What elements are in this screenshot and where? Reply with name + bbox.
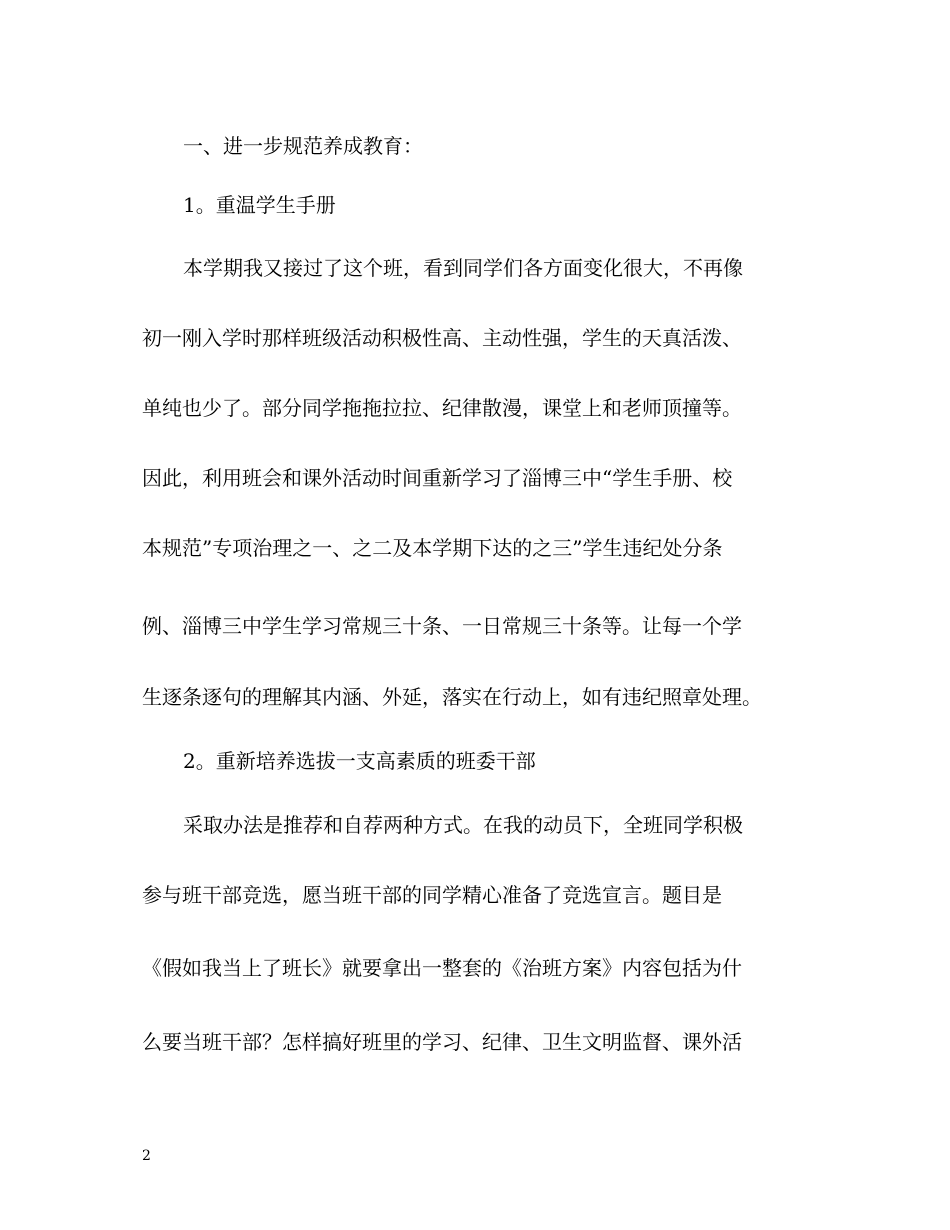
page-number: 2: [142, 1148, 151, 1164]
paragraph-line: 例、淄博三中学生学习常规三十条、一日常规三十条等。让每一个学: [142, 614, 742, 638]
section-heading: 一、进一步规范养成教育：: [183, 134, 423, 158]
paragraph-line: 因此，利用班会和课外活动时间重新学习了淄博三中“学生手册、校: [142, 466, 733, 490]
subsection-heading: 2。重新培养选拔一支高素质的班委干部: [183, 749, 536, 773]
paragraph-line: 采取办法是推荐和自荐两种方式。在我的动员下，全班同学积极: [183, 813, 743, 837]
paragraph-line: 么要当班干部？怎样搞好班里的学习、纪律、卫生文明监督、课外活: [142, 1030, 742, 1054]
paragraph-line: 本学期我又接过了这个班，看到同学们各方面变化很大，不再像: [183, 256, 743, 280]
paragraph-line: 单纯也少了。部分同学拖拖拉拉、纪律散漫，课堂上和老师顶撞等。: [142, 396, 742, 420]
subsection-heading: 1。重温学生手册: [183, 193, 336, 217]
paragraph-line: 生逐条逐句的理解其内涵、外延，落实在行动上，如有违纪照章处理。: [142, 685, 762, 709]
paragraph-line: 初一刚入学时那样班级活动积极性高、主动性强，学生的天真活泼、: [142, 326, 742, 350]
paragraph-line: 本规范”专项治理之一、之二及本学期下达的之三”学生违纪处分条: [142, 536, 723, 560]
paragraph-line: 《假如我当上了班长》就要拿出一整套的《治班方案》内容包括为什: [142, 956, 742, 980]
paragraph-line: 参与班干部竞选，愿当班干部的同学精心准备了竞选宣言。题目是: [142, 883, 722, 907]
